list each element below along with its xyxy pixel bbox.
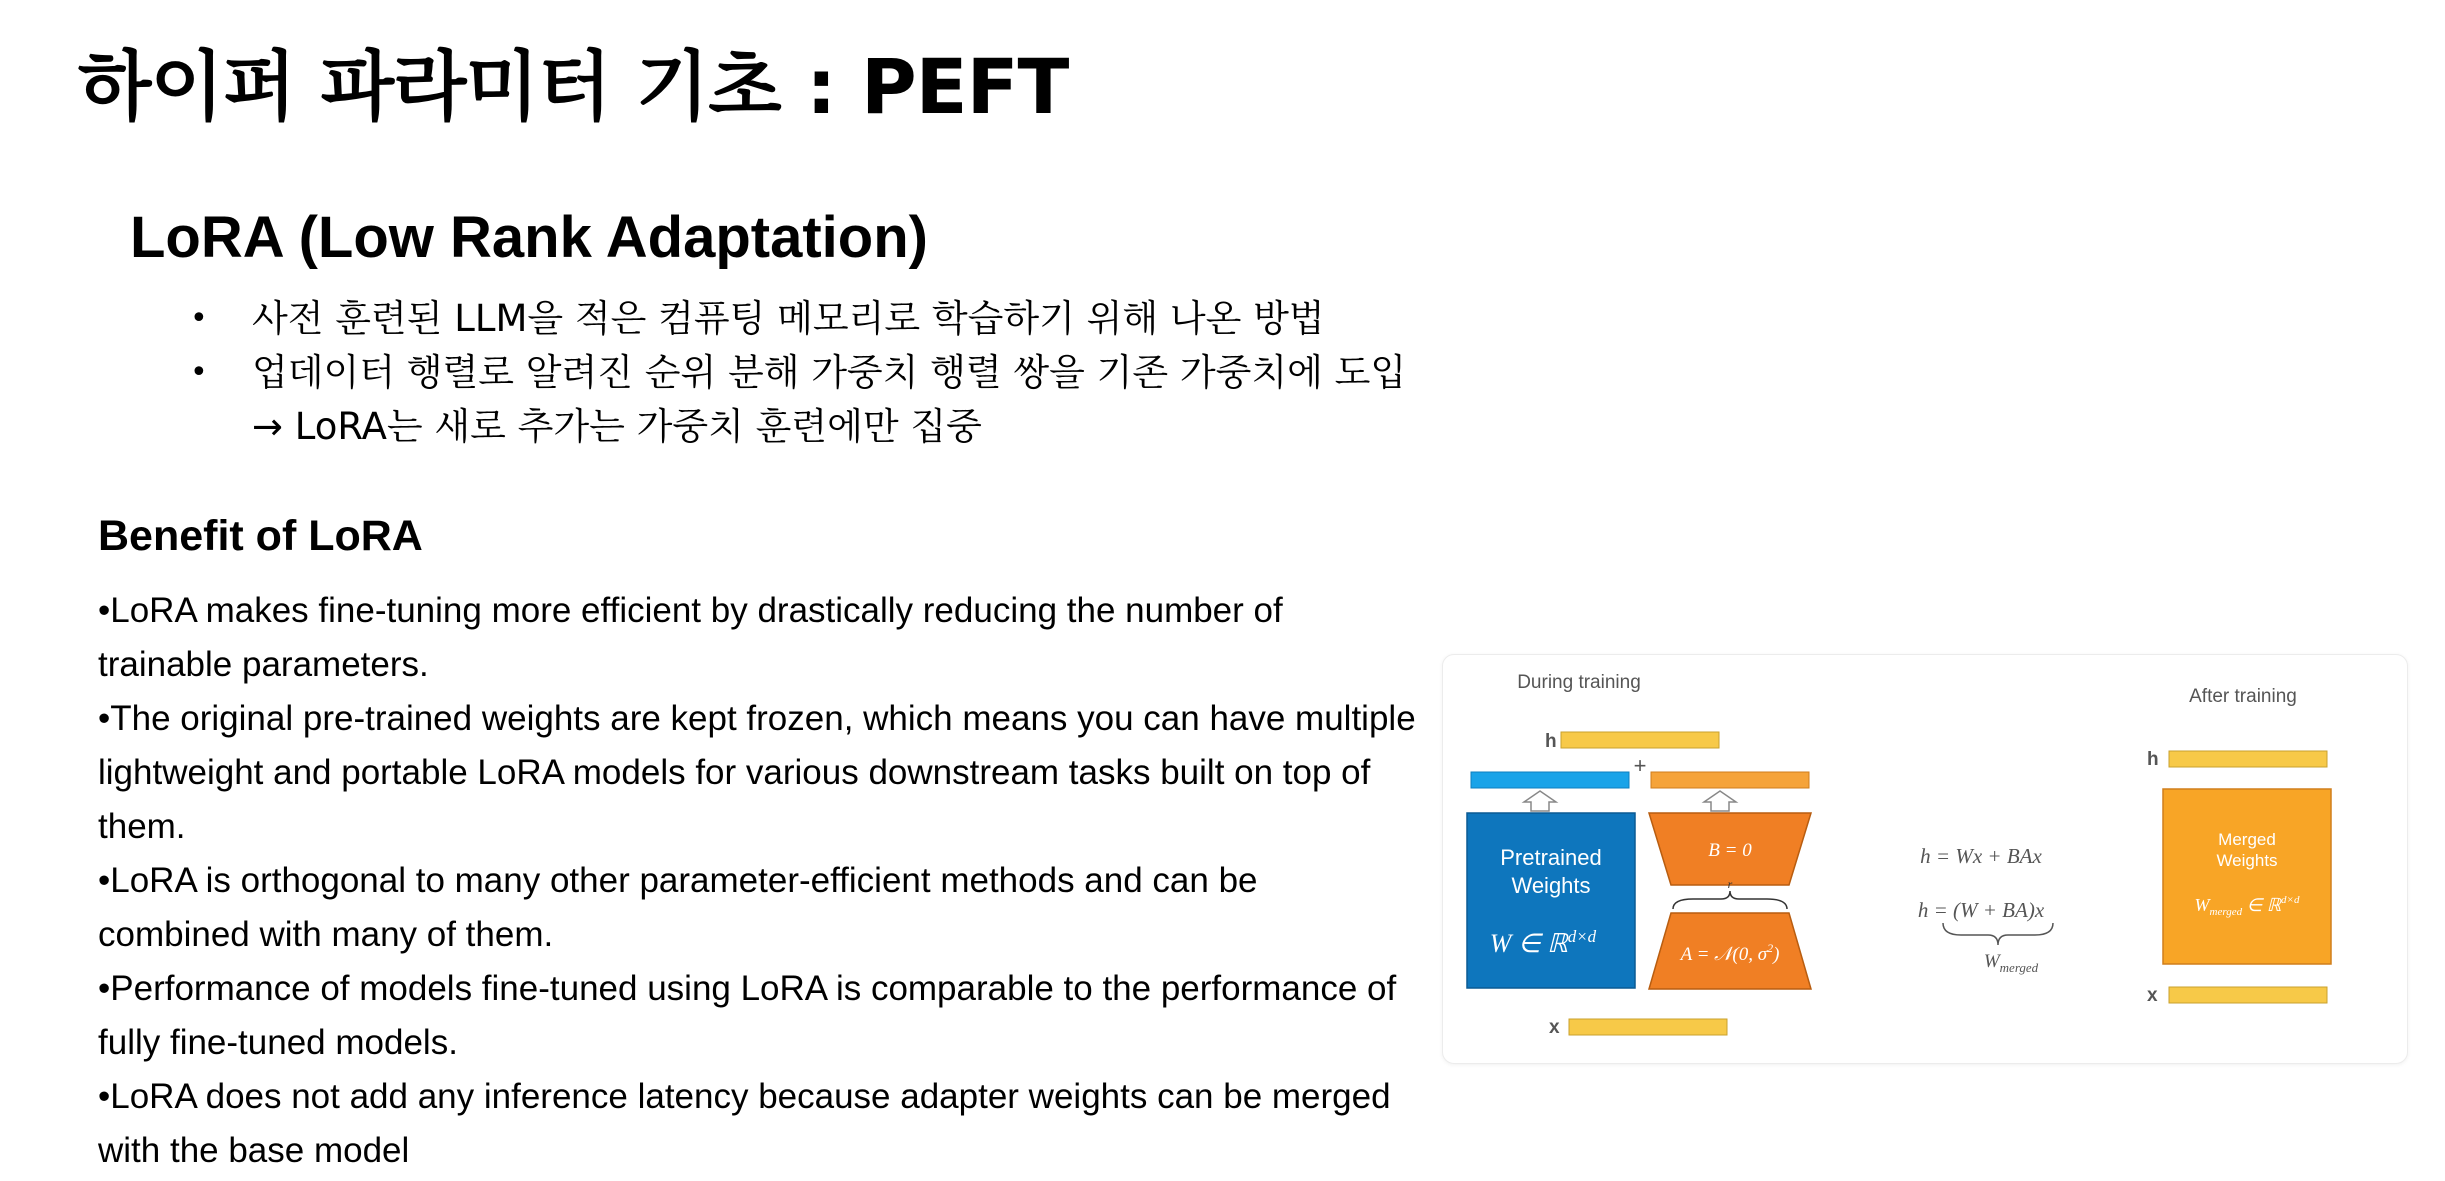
h-label-after: h — [2147, 749, 2159, 770]
page-title: 하이퍼 파라미터 기초 : PEFT — [78, 42, 1069, 131]
intro-arrow-line: → LoRA는 새로 추가는 가중치 훈련에만 집중 — [252, 405, 982, 448]
benefit-item: •The original pre-trained weights are kept frozen, which means you can have multiple lightweight and portable LoRA models for various downstream tasks built on top of them. — [98, 699, 1416, 846]
intro-bullet-text: 사전 훈련된 LLM을 적은 컴퓨팅 메모리로 학습하기 위해 나온 방법 — [252, 297, 1325, 340]
merged-formula: $W_{merged}$ ∈ ℝ$^{d\times d}$ — [2194, 894, 2300, 918]
h-vector-after — [2169, 751, 2327, 767]
r-brace — [1673, 891, 1787, 909]
pretrained-label-line1: Pretrained — [1500, 845, 1602, 870]
r-label: r — [1727, 877, 1733, 891]
intro-bullet-text: 업데이터 행렬로 알려진 순위 분해 가중치 행렬 쌍을 기존 가중치에 도입 — [252, 351, 1407, 394]
pretrained-weights-block — [1467, 813, 1635, 988]
x-label: x — [1549, 1017, 1560, 1038]
intro-bullet — [190, 292, 1490, 346]
intro-list — [190, 292, 1490, 454]
pretrained-output-vector — [1471, 772, 1629, 788]
a-formula: A = 𝒩(0, $\sigma^2$) — [1680, 941, 1780, 965]
merged-label-line1: Merged — [2218, 830, 2276, 849]
merged-brace — [1943, 923, 2053, 945]
during-training-label: During training — [1517, 672, 1641, 693]
b-formula: B = 0 — [1708, 840, 1752, 861]
plus-symbol: + — [1633, 753, 1647, 778]
benefit-item: •LoRA is orthogonal to many other parameter-efficient methods and can be combined with many of them. — [98, 861, 1258, 954]
bullet-dot: • — [190, 301, 208, 336]
adapter-output-vector — [1651, 772, 1809, 788]
lora-diagram-svg — [1443, 655, 2407, 1063]
h-vector — [1561, 732, 1719, 748]
equation-2: h = (W + BA)x — [1917, 898, 2045, 922]
x-vector-after — [2169, 987, 2327, 1003]
section-title: LoRA (Low Rank Adaptation) — [130, 205, 928, 270]
pretrained-label-line2: Weights — [1511, 873, 1591, 898]
intro-bullet — [190, 346, 1490, 400]
merged-weights-block — [2163, 789, 2331, 964]
benefit-title: Benefit of LoRA — [98, 512, 423, 560]
h-label: h — [1545, 731, 1557, 752]
bullet-dot: • — [190, 355, 208, 390]
after-training-label: After training — [2189, 686, 2297, 707]
benefit-item: •LoRA does not add any inference latency because adapter weights can be merged with the base model — [98, 1077, 1391, 1170]
x-vector — [1569, 1019, 1727, 1035]
x-label-after: x — [2147, 985, 2158, 1006]
pretrained-formula: W ∈ ℝ$^{d\times d}$ — [1489, 927, 1597, 958]
benefit-item: •LoRA makes fine-tuning more efficient by drastically reducing the number of trainable parameters. — [98, 591, 1293, 684]
up-arrow-icon — [1704, 791, 1736, 811]
equation-1: h = Wx + BAx — [1920, 844, 2042, 868]
up-arrow-icon — [1524, 791, 1556, 811]
w-merged-label: $W_{merged}$ — [1983, 951, 2039, 975]
lora-diagram — [1442, 654, 2408, 1064]
merged-label-line2: Weights — [2216, 851, 2278, 870]
benefit-list — [98, 584, 1418, 1178]
benefit-item: •Performance of models fine-tuned using LoRA is comparable to the performance of fully fine-tuned models. — [98, 969, 1397, 1062]
